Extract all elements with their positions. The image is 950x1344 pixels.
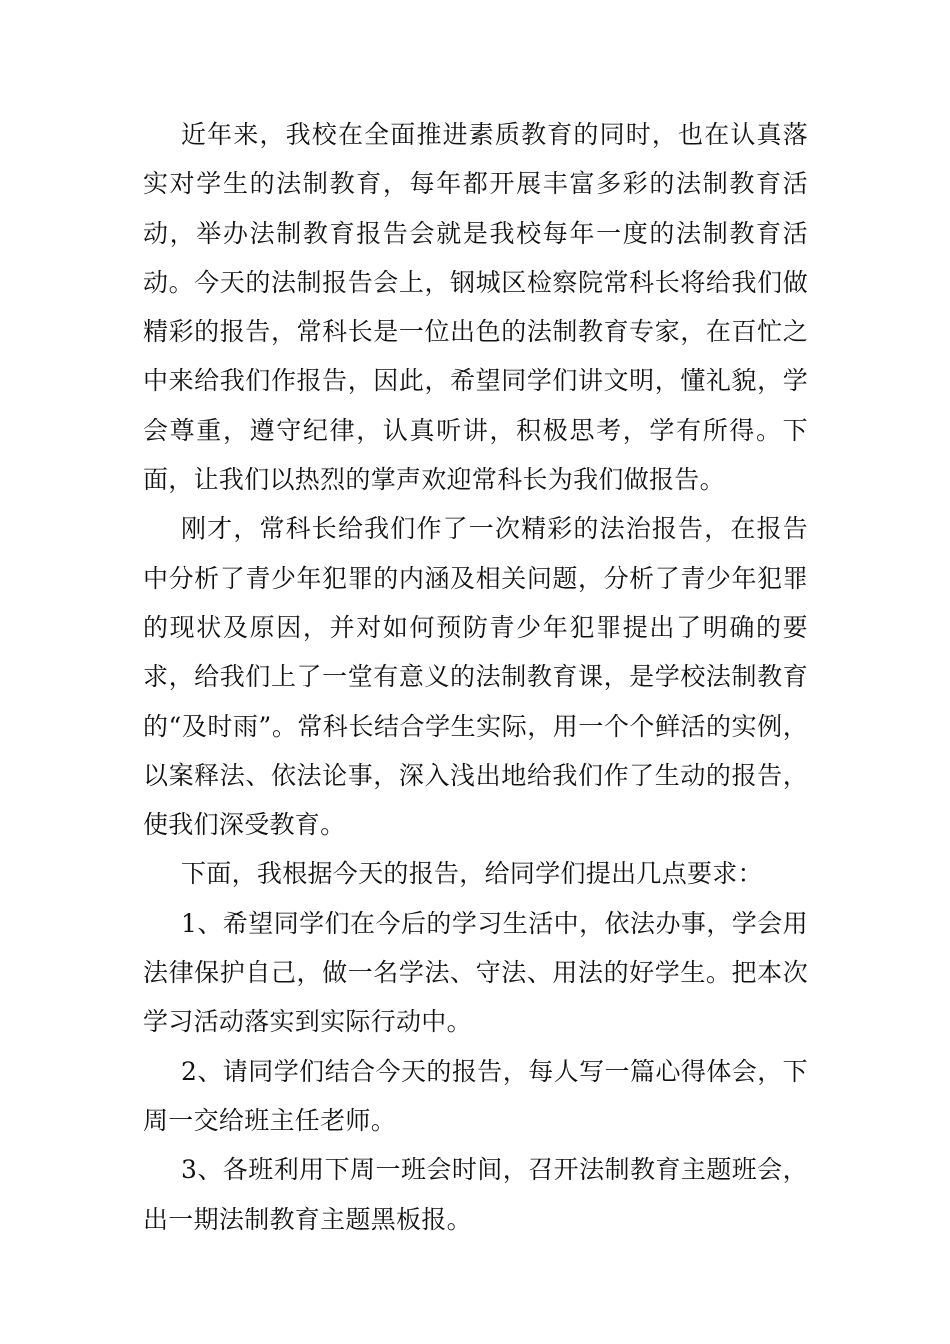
document-body [143, 110, 808, 1244]
paragraph-requirement-3: 3、各班利用下周一班会时间，召开法制教育主题班会，出一期法制教育主题黑板报。 [143, 1155, 808, 1234]
paragraph-requirements-lead: 下面，我根据今天的报告，给同学们提出几点要求： [181, 859, 763, 889]
paragraph-requirement-2: 2、请同学们结合今天的报告，每人写一篇心得体会，下周一交给班主任老师。 [143, 1056, 808, 1135]
paragraph-intro: 近年来，我校在全面推进素质教育的同时，也在认真落实对学生的法制教育，每年都开展丰富多彩的法制教育活动，举办法制教育报告会就是我校每年一度的法制教育活动。今天的法制报告会上，钢城区检察院常科长将给我们做精彩的报告，常科长是一位出色的法制教育专家，在百忙之中来给我们作报告，因此，希望同学们讲文明，懂礼貌，学会尊重，遵守纪律，认真听讲，积极思考，学有所得。下面，让我们以热烈的掌声欢迎常科长为我们做报告。 [143, 120, 808, 495]
paragraph-requirement-1: 1、希望同学们在今后的学习生活中，依法办事，学会用法律保护自己，做一名学法、守法、用法的好学生。把本次学习活动落实到实际行动中。 [143, 908, 808, 1037]
paragraph-summary: 刚才，常科长给我们作了一次精彩的法治报告，在报告中分析了青少年犯罪的内涵及相关问题，分析了青少年犯罪的现状及原因，并对如何预防青少年犯罪提出了明确的要求，给我们上了一堂有意义的法制教育课，是学校法制教育的“及时雨”。常科长结合学生实际，用一个个鲜活的实例，以案释法、依法论事，深入浅出地给我们作了生动的报告，使我们深受教育。 [143, 514, 808, 840]
